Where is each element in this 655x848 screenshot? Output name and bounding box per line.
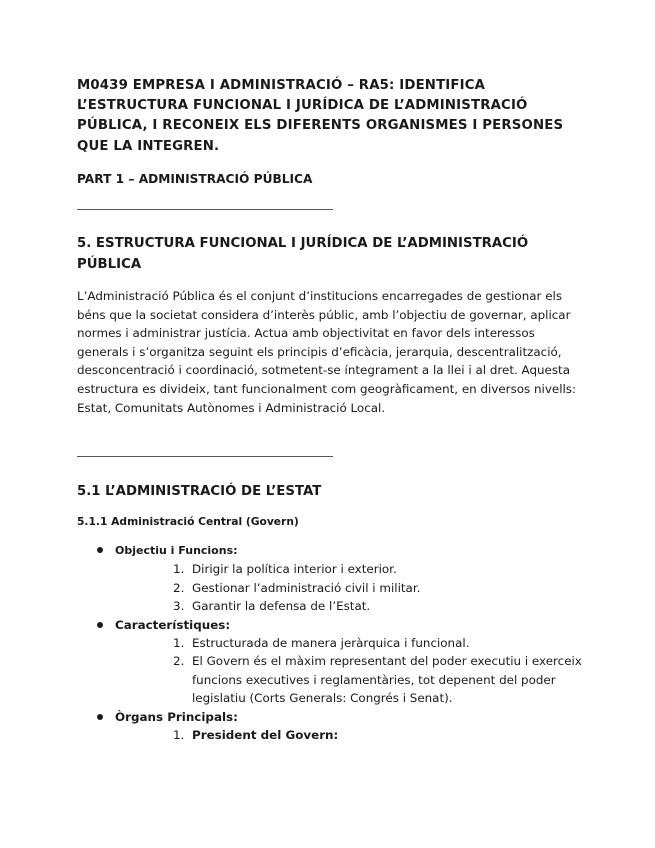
numbered-list	[115, 560, 585, 615]
numbered-list	[115, 634, 585, 708]
document-title: M0439 EMPRESA I ADMINISTRACIÓ – RA5: IDENTIFICA L’ESTRUCTURA FUNCIONAL I JURÍDICA DE L’ADMINISTRACIÓ PÚBLICA, I RECONEIX ELS DIFERENTS ORGANISMES I PERSONES QUE LA INTEGREN.	[77, 78, 564, 154]
part-title: PART 1 – ADMINISTRACIÓ PÚBLICA	[77, 172, 313, 186]
numbered-item: 2. El Govern és el màxim representant del poder executiu i exerceix funcions executives i reglamentàries, tot depenent del poder legislatiu (Corts Generals: Congrés i Senat).	[173, 654, 582, 706]
list-item-label: Òrgans Principals:	[115, 709, 238, 724]
list-item	[77, 616, 585, 708]
section-paragraph: L’Administració Pública és el conjunt d’institucions encarregades de gestionar els béns que la societat considera d’interès públic, amb l’objectiu de governar, aplicar normes i administrar justícia. Actua amb objectivitat en favor dels interessos generals i s’organitza seguint els principis d’eficàcia, jerarquia, descentralització, desconcentració i coordinació, sotmetent-se íntegrament a la llei i al dret. Aquesta estructura es divideix, tant funcionalment com geogràficament, en diversos nivells: Estat, Comunitats Autònomes i Administració Local.	[77, 289, 577, 415]
numbered-item: 1. President del Govern:	[173, 728, 339, 743]
list-item	[77, 541, 585, 616]
numbered-list	[115, 726, 585, 744]
numbered-item: 3. Garantir la defensa de l’Estat.	[173, 599, 371, 614]
list-item-label: Objectiu i Funcions:	[115, 544, 238, 557]
numbered-item: 1. Dirigir la política interior i exterior.	[173, 562, 397, 577]
subsection-heading: 5.1 L’ADMINISTRACIÓ DE L’ESTAT	[77, 484, 322, 499]
bullet-icon	[97, 622, 103, 628]
subsubsection-heading: 5.1.1 Administració Central (Govern)	[77, 515, 299, 528]
numbered-item: 1. Estructurada de manera jeràrquica i funcional.	[173, 636, 470, 651]
horizontal-rule	[77, 456, 333, 457]
bullet-icon	[97, 714, 103, 720]
list-item	[77, 708, 585, 745]
list-item-label: Característiques:	[115, 617, 231, 632]
bullet-list	[77, 541, 585, 744]
numbered-item: 2. Gestionar l’administració civil i militar.	[173, 580, 421, 595]
section-heading: 5. ESTRUCTURA FUNCIONAL I JURÍDICA DE L’ADMINISTRACIÓ PÚBLICA	[77, 236, 529, 272]
horizontal-rule	[77, 209, 333, 210]
bullet-icon	[97, 547, 103, 553]
